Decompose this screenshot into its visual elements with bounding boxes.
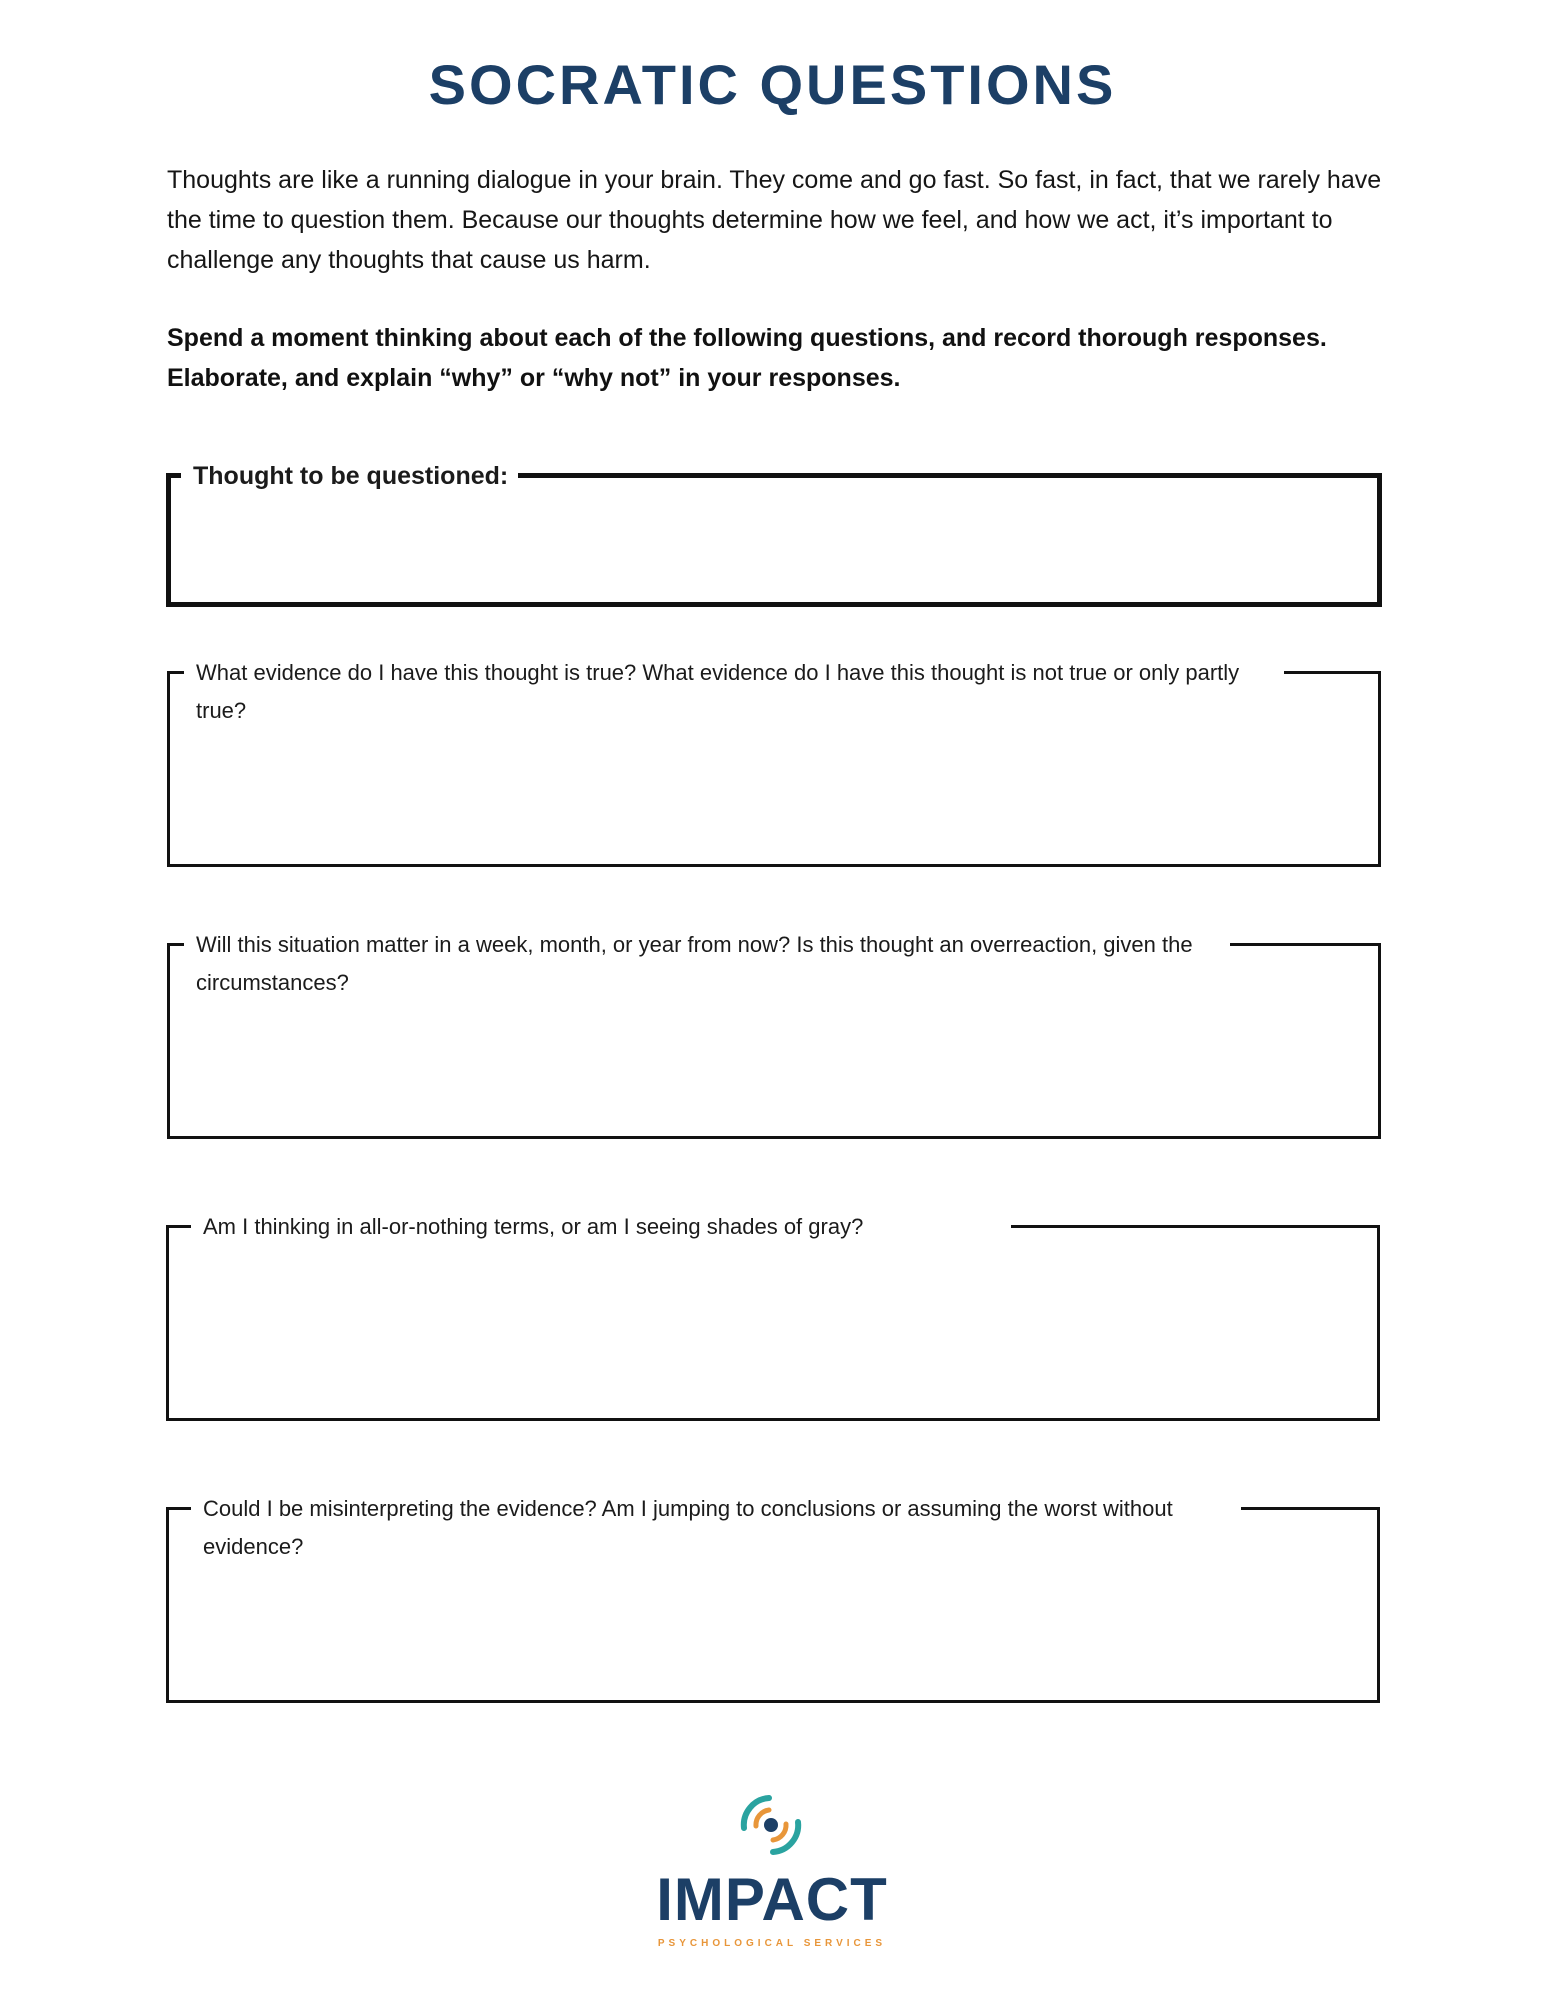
instructions-paragraph: Spend a moment thinking about each of the following questions, and record thorough responses. Elaborate, and explain “why” or “why not” in your responses. <box>167 324 1327 392</box>
impact-logo-icon <box>736 1790 806 1860</box>
question-box-evidence[interactable] <box>167 660 1381 867</box>
question-box-misinterpreting[interactable] <box>166 1496 1380 1703</box>
page-title: SOCRATIC QUESTIONS <box>428 53 1117 116</box>
question-box-matter[interactable] <box>167 932 1381 1139</box>
thought-label: Thought to be questioned: <box>181 458 518 494</box>
question-label-misinterpreting: Could I be misinterpreting the evidence? Am I jumping to conclusions or assuming the worst without evidence? <box>191 1490 1241 1566</box>
question-label-evidence: What evidence do I have this thought is true? What evidence do I have this thought is not true or only partly true? <box>184 654 1284 730</box>
logo-wordmark: IMPACT <box>656 1866 888 1933</box>
intro-paragraph: Thoughts are like a running dialogue in your brain. They come and go fast. So fast, in fact, that we rarely have the time to question them. Because our thoughts determine how we feel, and how we act, it’s important to challenge any thoughts that cause us harm. <box>167 166 1382 274</box>
thought-box[interactable] <box>166 462 1382 607</box>
question-label-matter: Will this situation matter in a week, month, or year from now? Is this thought an overreaction, given the circumstances? <box>184 926 1230 1002</box>
logo-subtitle: PSYCHOLOGICAL SERVICES <box>657 1938 887 1949</box>
question-box-all-or-nothing[interactable] <box>166 1214 1380 1421</box>
question-label-all-or-nothing: Am I thinking in all-or-nothing terms, or am I seeing shades of gray? <box>191 1208 1011 1246</box>
